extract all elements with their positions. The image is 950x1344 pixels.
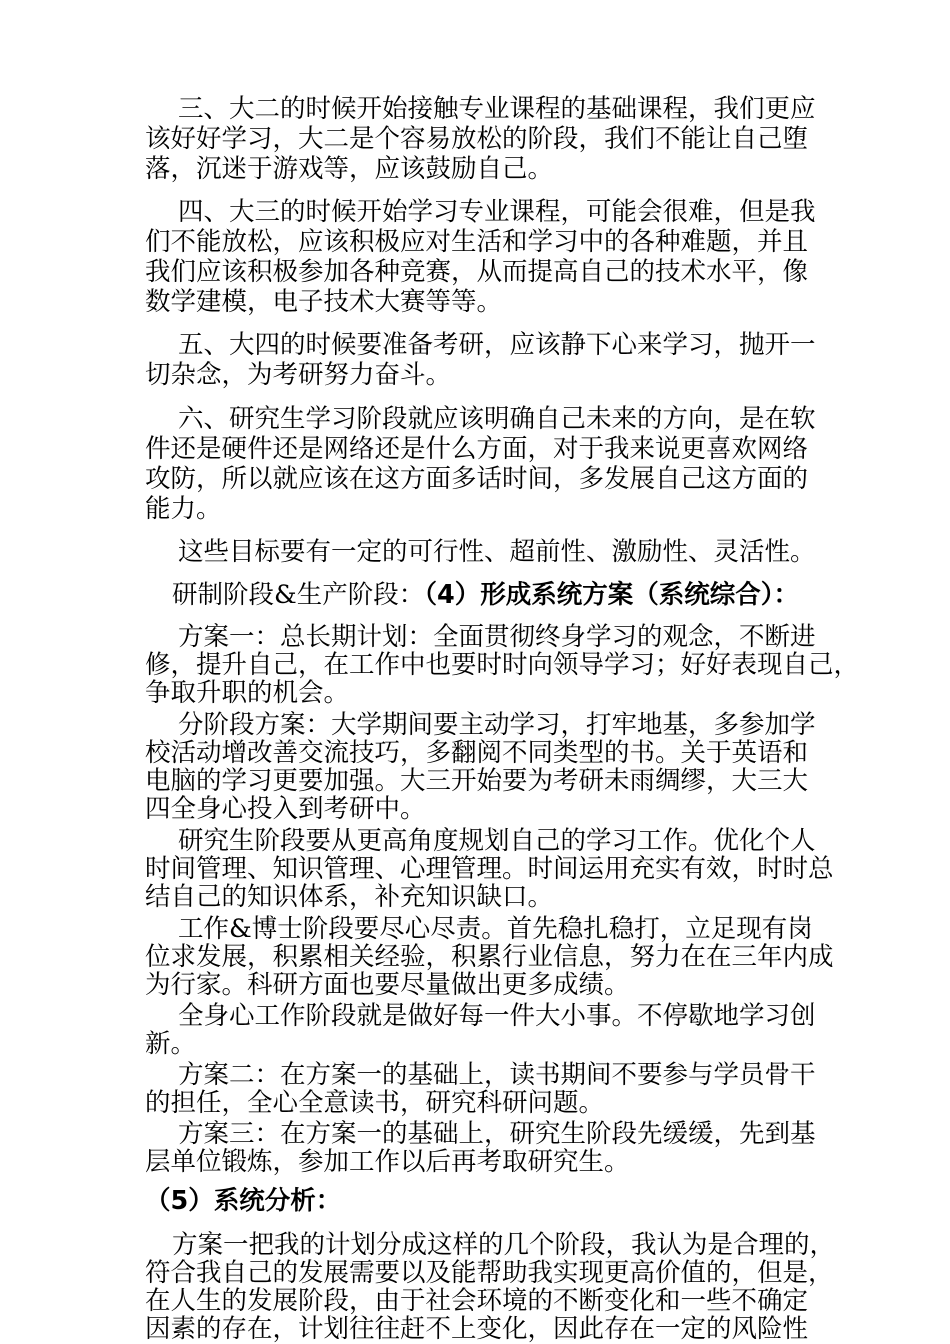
paragraph-2-line-2: 们不能放松，应该积极应对生活和学习中的各种难题，并且 (145, 227, 809, 257)
phase-plan-line-4: 四全身心投入到考研中。 (145, 794, 426, 824)
phase-plan-line-2: 校活动增改善交流技巧，多翻阅不同类型的书。关于英语和 (145, 738, 809, 768)
paragraph-3-line-1: 五、大四的时候要准备考研，应该静下心来学习，抛开一 (178, 330, 816, 360)
analysis-line-4: 因素的存在，计划往往赶不上变化，因此存在一定的风险性 (145, 1314, 809, 1344)
work-stage-line-2: 位求发展，积累相关经验，积累行业信息，努力在在三年内成 (145, 942, 834, 972)
full-work-stage-line-2: 新。 (145, 1029, 197, 1059)
work-stage-line-1: 工作&博士阶段要尽心尽责。首先稳扎稳打，立足现有岗 (178, 914, 813, 944)
paragraph-1-line-1: 三、大二的时候开始接触专业课程的基础课程，我们更应 (178, 94, 816, 124)
analysis-line-1: 方案一把我的计划分成这样的几个阶段，我认为是合理的， (172, 1230, 836, 1260)
section-4-heading-prefix: 研制阶段&生产阶段： (172, 580, 425, 610)
paragraph-2-line-1: 四、大三的时候开始学习专业课程，可能会很难，但是我 (178, 197, 816, 227)
section-4-heading (172, 580, 799, 610)
analysis-line-3: 在人生的发展阶段，由于社会环境的不断变化和一些不确定 (145, 1286, 809, 1316)
plan-1-line-1: 方案一：总长期计划：全面贯彻终身学习的观念，不断进 (178, 622, 816, 652)
analysis-line-2: 符合我自己的发展需要以及能帮助我实现更高价值的，但是， (145, 1258, 834, 1288)
paragraph-4-line-3: 攻防，所以就应该在这方面多话时间，多发展自己这方面的 (145, 464, 809, 494)
paragraph-1-line-2: 该好好学习，大二是个容易放松的阶段，我们不能让自己堕 (145, 124, 809, 154)
graduate-stage-line-1: 研究生阶段要从更高角度规划自己的学习工作。优化个人 (178, 826, 816, 856)
paragraph-4-line-4: 能力。 (145, 494, 222, 524)
paragraph-5-line-1: 这些目标要有一定的可行性、超前性、激励性、灵活性。 (178, 537, 816, 567)
plan-3-line-2: 层单位锻炼，参加工作以后再考取研究生。 (145, 1147, 630, 1177)
paragraph-4-line-1: 六、研究生学习阶段就应该明确自己未来的方向，是在软 (178, 404, 816, 434)
plan-1-line-3: 争取升职的机会。 (145, 678, 350, 708)
graduate-stage-line-3: 结自己的知识体系，补充知识缺口。 (145, 882, 554, 912)
plan-3-line-1: 方案三：在方案一的基础上，研究生阶段先缓缓，先到基 (178, 1119, 816, 1149)
plan-2-line-1: 方案二：在方案一的基础上，读书期间不要参与学员骨干 (178, 1060, 816, 1090)
section-4-heading-title: （4）形成系统方案（系统综合）： (424, 580, 799, 610)
section-5-heading: （5）系统分析： (145, 1186, 342, 1216)
phase-plan-line-1: 分阶段方案：大学期间要主动学习，打牢地基，多参加学 (178, 710, 816, 740)
paragraph-4-line-2: 件还是硬件还是网络还是什么方面，对于我来说更喜欢网络 (145, 434, 809, 464)
phase-plan-line-3: 电脑的学习更要加强。大三开始要为考研未雨绸缪，大三大 (145, 766, 809, 796)
work-stage-line-3: 为行家。科研方面也要尽量做出更多成绩。 (145, 970, 630, 1000)
paragraph-2-line-4: 数学建模，电子技术大赛等等。 (145, 287, 503, 317)
plan-2-line-2: 的担任，全心全意读书，研究科研问题。 (145, 1088, 605, 1118)
paragraph-1-line-3: 落，沉迷于游戏等，应该鼓励自己。 (145, 154, 554, 184)
plan-1-line-2: 修，提升自己，在工作中也要时时向领导学习；好好表现自己， (145, 650, 860, 680)
paragraph-3-line-2: 切杂念，为考研努力奋斗。 (145, 360, 452, 390)
full-work-stage-line-1: 全身心工作阶段就是做好每一件大小事。不停歇地学习创 (178, 1001, 816, 1031)
paragraph-2-line-3: 我们应该积极参加各种竞赛，从而提高自己的技术水平，像 (145, 257, 809, 287)
graduate-stage-line-2: 时间管理、知识管理、心理管理。时间运用充实有效，时时总 (145, 854, 834, 884)
